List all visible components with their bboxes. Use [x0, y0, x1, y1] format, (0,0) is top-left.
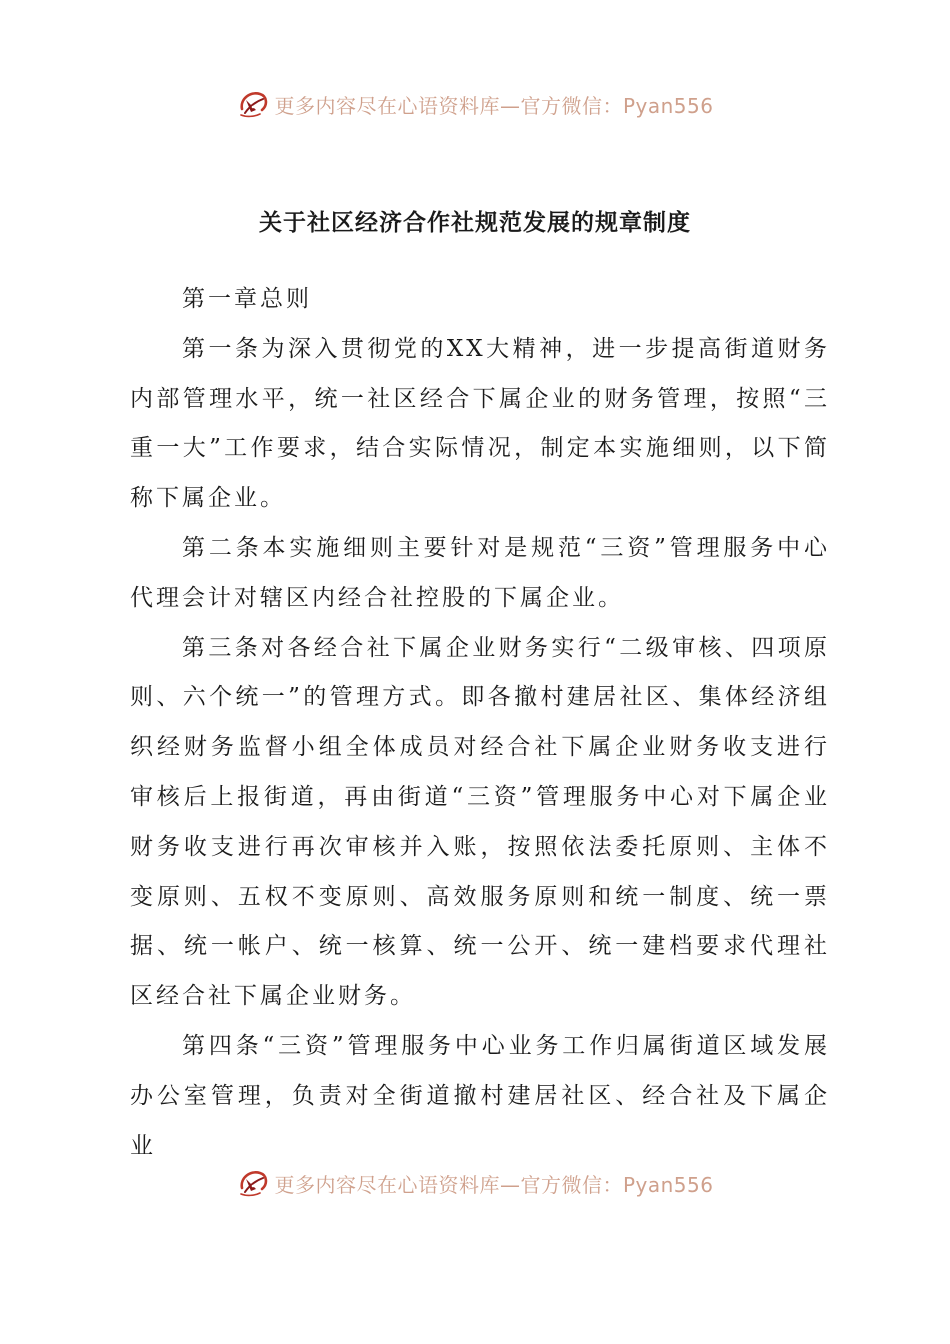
- article-paragraph-3: 第三条对各经合社下属企业财务实行“二级审核、四项原则、六个统一”的管理方式。即各撤村建居社区、集体经济组织经财务监督小组全体成员对经合社下属企业财务收支进行审核后上报街道，再由街道“三资”管理服务中心对下属企业财务收支进行再次审核并入账，按照依法委托原则、主体不变原则、五权不变原则、高效服务原则和统一制度、统一票据、统一帐户、统一核算、统一公开、统一建档要求代理社区经合社下属企业财务。: [130, 634, 830, 1010]
- article-paragraph-2: 第二条本实施细则主要针对是规范“三资”管理服务中心代理会计对辖区内经合社控股的下属企业。: [130, 534, 830, 611]
- chapter-heading: 第一章总则: [182, 286, 312, 312]
- fountain-pen-swirl-icon: [236, 1166, 270, 1200]
- footer-watermark-banner: [0, 1163, 950, 1203]
- article-paragraph-4: 第四条“三资”管理服务中心业务工作归属街道区域发展办公室管理，负责对全街道撤村建居社区、经合社及下属企业: [130, 1032, 830, 1159]
- watermark-text: 更多内容尽在心语资料库—官方微信：Pyan556: [274, 93, 714, 118]
- header-watermark-banner: [0, 84, 950, 124]
- watermark-text: 更多内容尽在心语资料库—官方微信：Pyan556: [274, 1172, 714, 1197]
- fountain-pen-swirl-icon: [236, 87, 270, 121]
- article-paragraph-1: 第一条为深入贯彻党的XX大精神，进一步提高街道财务内部管理水平，统一社区经合下属企业的财务管理，按照“三重一大”工作要求，结合实际情况，制定本实施细则，以下简称下属企业。: [130, 335, 830, 512]
- document-title: 关于社区经济合作社规范发展的规章制度: [259, 210, 691, 236]
- document-body: [130, 275, 830, 1171]
